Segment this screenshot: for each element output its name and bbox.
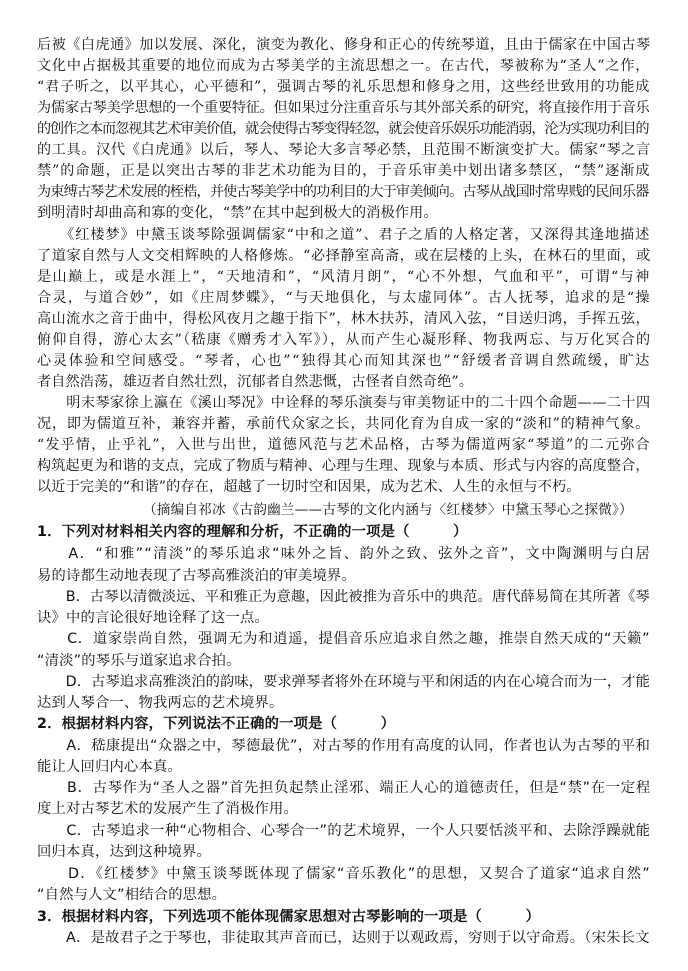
answer-option-line: A．嵇康提出“众器之中，琴德最优”，对古琴的作用有高度的认同，作者也认为古琴的平和	[37, 738, 651, 754]
answer-option-line: B．古琴以清微淡远、平和雅正为意趣，因此被推为音乐中的典范。唐代薛易简在其所著《琴	[37, 589, 650, 605]
passage-line: 者自然浩荡，雄迈者自然壮烈，沉郁者自然悲慨，古怪者自然奇绝”。	[37, 374, 474, 390]
passage-line: 后被《白虎通》加以发展、深化，演变为教化、修身和正心的传统琴道，且由于儒家在中国古琴	[37, 37, 651, 53]
passage-line: 禁”的命题，正是以突出古琴的非艺术功能为目的，于音乐审美中划出诸多禁区，“禁”逐渐成	[37, 163, 651, 179]
source-citation: （摘编自祁冰《古韵幽兰——古琴的文化内涵与〈红楼梦〉中黛玉琴心之探微》）	[143, 502, 633, 518]
passage-line: 合灵，与道合妙”，如《庄周梦蝶》，“与天地俱化，与太虚同体”。古人抚琴，追求的是“操	[37, 290, 651, 306]
passage-line: 文化中占据极其重要的地位而成为古琴美学的主流思想之一。在古代，琴被称为“圣人”之作，	[37, 58, 651, 74]
passage-line: 高山流水之音于曲中，得松风夜月之趣于指下”，林木扶苏，清风入弦，“目送归鸿，手挥五弦，	[37, 311, 651, 327]
answer-option-line: B．古琴作为“圣人之器”首先担负起禁止淫邪、端正人心的道德责任，但是“禁”在一定程	[37, 780, 651, 796]
passage-line: 是山巅上，或是水涯上”，“天地清和”，“风清月朗”，“心不外想，气血和平”，可谓“与神	[37, 269, 651, 285]
passage-line: 以近于完美的“和谐”的存在，超越了一切时空和因果，成为艺术、人生的永恒与不朽。	[37, 479, 581, 495]
passage-line: “君子听之，以平其心，心平德和”，强调古琴的礼乐思想和修身之用，这些经世致用的功能成	[37, 79, 651, 95]
answer-option-line: 诀》中的言论很好地诠释了这一点。	[37, 610, 269, 626]
answer-option-line: C．古琴追求一种“心物相合、心琴合一”的艺术境界，一个人只要恬淡平和、去除浮躁就能	[37, 823, 651, 839]
question-stem: 1．下列对材料相关内容的理解和分析，不正确的一项是（ ）	[37, 524, 468, 540]
answer-option-line: C．道家崇尚自然，强调无为和逍遥，提倡音乐应追求自然之趣，推崇自然天成的“天籁”	[37, 631, 651, 647]
answer-option-line: “自然与人文”相结合的思想。	[37, 887, 227, 903]
answer-option-line: 易的诗都生动地表现了古琴高雅淡泊的审美境界。	[37, 568, 356, 584]
answer-option-line: A．“和雅”“清淡”的琴乐追求“味外之旨、韵外之致、弦外之音”，文中陶渊明与白居	[37, 546, 652, 562]
passage-line: 明末琴家徐上瀛在《溪山琴况》中诠释的琴乐演奏与审美物证中的二十四个命题——二十四	[37, 395, 651, 411]
passage-line: 俯仰自得，游心太玄”（嵇康《赠秀才入军》），从而产生心凝形释、物我两忘、与万化冥合的	[37, 332, 652, 348]
passage-line: 到明清时却曲高和寡的变化，“禁”在其中起到极大的消极作用。	[37, 205, 438, 221]
passage-line: 为束缚古琴艺术发展的桎梏，并使古琴美学中的功利目的大于审美倾向。古琴从战国时常卑贱的民间乐器	[37, 184, 649, 200]
answer-option-line: 度上对古琴艺术的发展产生了消极作用。	[37, 801, 298, 817]
passage-line: 的工具。汉代《白虎通》以后，琴人、琴论大多言琴必禁，且范围不断演变扩大。儒家“琴之言	[37, 142, 651, 158]
answer-option-line: D．古琴追求高雅淡泊的韵味，要求弹琴者将外在环境与平和闲适的内在心境合而为一，才能	[37, 674, 650, 690]
passage-line: “发乎情，止乎礼”，入世与出世，道德风范与艺术品格，古琴为儒道两家“琴道”的二元弥合	[37, 437, 651, 453]
passage-line: 心灵体验和空间感受。“琴者，心也”“独得其心而知其深也”“舒缓者音调自然疏缓，旷达	[37, 353, 652, 369]
passage-line: 了道家自然与人文交相辉映的人格修炼。“必择静室高斋，或在层楼的上头，在林石的里面，或	[37, 248, 651, 264]
answer-option-line: 能让人回归内心本真。	[37, 759, 182, 775]
answer-option-line: 回归本真，达到这种境界。	[37, 844, 211, 860]
answer-option-line: “清淡”的琴乐与道家追求合拍。	[37, 653, 241, 669]
answer-option-line: 达到人琴合一、物我两忘的艺术境界。	[37, 695, 284, 711]
answer-option-line: D．《红楼梦》中黛玉谈琴既体现了儒家“音乐教化”的思想，又契合了道家“追求自然”	[37, 866, 651, 882]
passage-line: 《红楼梦》中黛玉谈琴除强调儒家“中和之道”、君子之盾的人格定著，又深得其逢地描述	[37, 227, 651, 243]
question-stem: 3．根据材料内容，下列选项不能体现儒家思想对古琴影响的一项是（ ）	[37, 909, 541, 925]
passage-line: 为儒家古琴美学思想的一个重要特征。但如果过分注重音乐与其外部关系的研究，将直接作用于音乐	[37, 100, 650, 116]
passage-line: 构筑起更为和谐的支点，完成了物质与精神、心理与生理、现象与本质、形式与内容的高度整合，	[37, 458, 650, 474]
passage-line: 况，即为儒道互补，兼容并蓄，承前代众家之长，共同化育为自成一家的“淡和”的精神气象。	[37, 416, 651, 432]
passage-line: 的创作之本而忽视其艺术审美价值，就会使得古琴变得轻忽，就会使音乐娱乐功能消弱，沦为实现功利目的	[37, 121, 649, 137]
answer-option-line: A．是故君子之于琴也，非徒取其声音而已，达则于以观政焉，穷则于以守命焉。（宋朱长文	[37, 930, 650, 946]
question-stem: 2．根据材料内容，下列说法不正确的一项是（ ）	[37, 716, 396, 732]
